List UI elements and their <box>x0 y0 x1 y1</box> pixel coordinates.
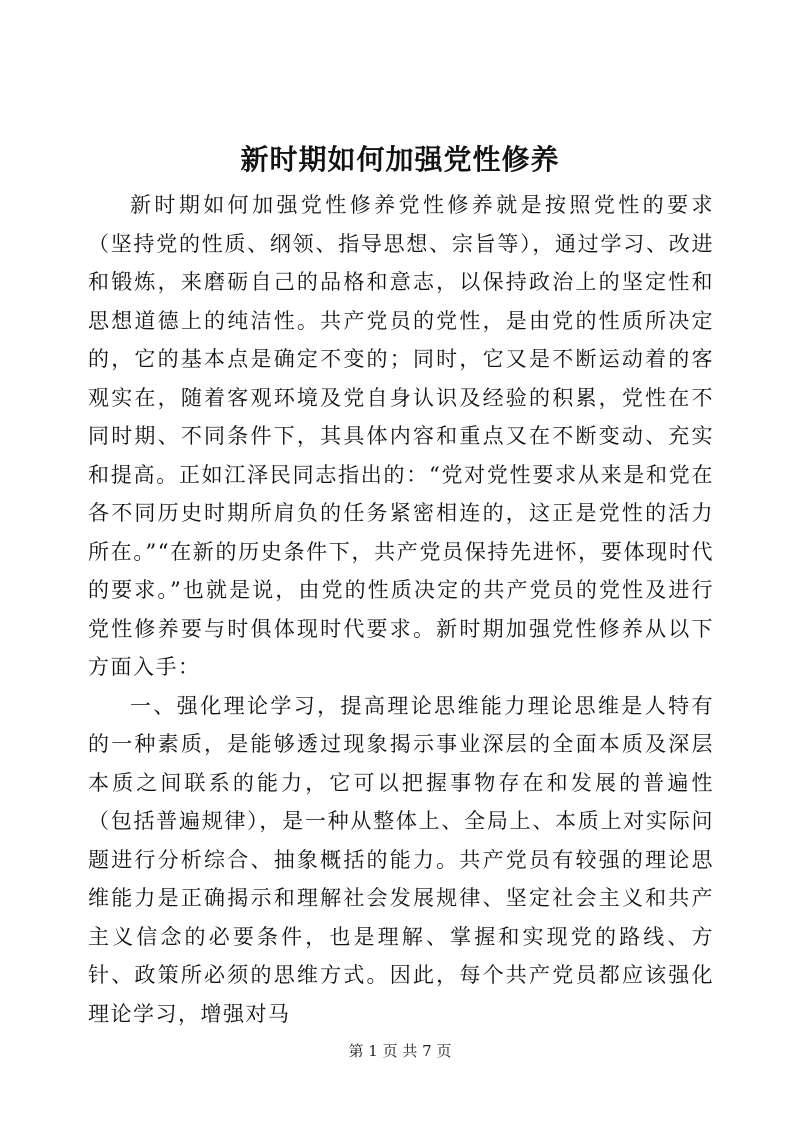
paragraph-section-one: 一、强化理论学习，提高理论思维能力理论思维是人特有的一种素质，是能够透过现象揭示事业深层的全面本质及深层本质之间联系的能力，它可以把握事物存在和发展的普遍性（包括普遍规律），是一种从整体上、全局上、本质上对实际问题进行分析综合、抽象概括的能力。共产党员有较强的理论思维能力是正确揭示和理解社会发展规律、坚定社会主义和共产主义信念的必要条件，也是理解、掌握和实现党的路线、方针、政策所必须的思维方式。因此，每个共产党员都应该强化理论学习，增强对马 <box>88 693 714 1026</box>
document-title: 新时期如何加强党性修养 <box>240 143 560 176</box>
paragraph-intro: 新时期如何加强党性修养党性修养就是按照党性的要求（坚持党的性质、纲领、指导思想、宗旨等），通过学习、改进和锻炼，来磨砺自己的品格和意志，以保持政治上的坚定性和思想道德上的纯洁性。共产党员的党性，是由党的性质所决定的，它的基本点是确定不变的；同时，它又是不断运动着的客观实在，随着客观环境及党自身认识及经验的积累，党性在不同时期、不同条件下，其具体内容和重点又在不断变动、充实和提高。正如江泽民同志指出的：“党对党性要求从来是和党在各不同历史时期所肩负的任务紧密相连的，这正是党性的活力所在。”“在新的历史条件下，共产党员保持先进怀，要体现时代的要求。”也就是说，由党的性质决定的共产党员的党性及进行党性修养要与时俱体现时代要求。新时期加强党性修养从以下方面入手： <box>88 193 714 679</box>
page-footer: 第 1 页 共 7 页 <box>348 1042 452 1060</box>
document-body <box>88 186 714 1033</box>
